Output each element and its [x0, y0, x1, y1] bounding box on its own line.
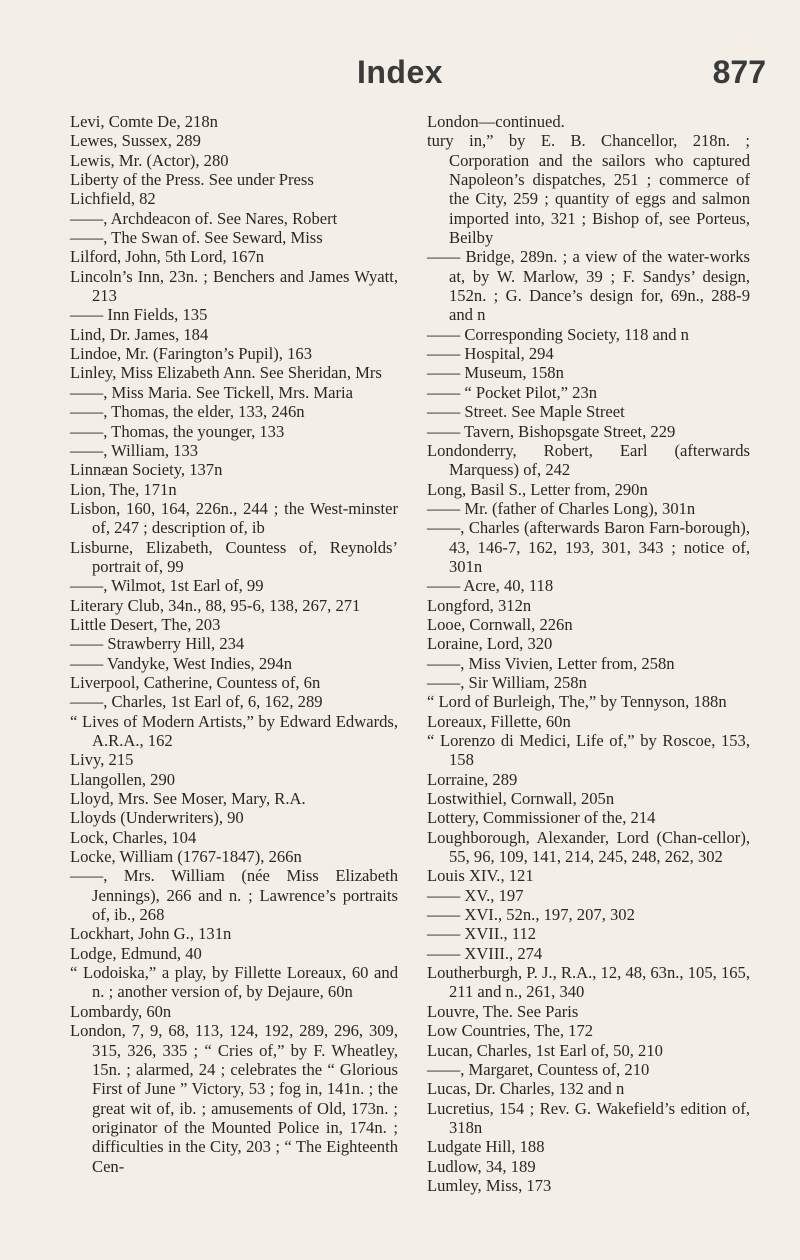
index-entry: —— “ Pocket Pilot,” 23n — [427, 382, 598, 402]
index-entry: Lewis, Mr. (Actor), 280 — [70, 150, 229, 170]
index-entry: ——, Sir William, 258n — [427, 672, 587, 692]
index-entry: —— Mr. (father of Charles Long), 301n — [427, 498, 696, 518]
index-entry: Literary Club, 34n., 88, 95-6, 138, 267, 271 — [70, 595, 361, 615]
index-entry: Lock, Charles, 104 — [70, 827, 197, 847]
index-entry: ——, Thomas, the elder, 133, 246n — [70, 402, 305, 422]
index-entry: London, 7, 9, 68, 113, 124, 192, 289, 296, 309, 315, 326, 335 ; “ Cries of,” by F. Wheatley, 15n. ; alarmed, 24 ; celebrates the “ Glorious First of June ” Victory, 53 ; fog in, 141n. ; the great wit of, ib. ; amusements of Old, 173n. ; originator of the Mounted Police in, 174n. ; difficulties in the City, 203 ; “ The Eighteenth Cen- — [70, 1021, 398, 1176]
index-entry: Lumley, Miss, 173 — [427, 1175, 552, 1195]
index-entry: “ Lord of Burleigh, The,” by Tennyson, 188n — [427, 692, 727, 712]
index-entry: —— Museum, 158n — [427, 363, 564, 383]
index-entry: Loutherburgh, P. J., R.A., 12, 48, 63n., 105, 165, 211 and n., 261, 340 — [427, 963, 750, 1002]
index-entry: Lombardy, 60n — [70, 1001, 172, 1021]
index-entry: Louvre, The. See Paris — [427, 1001, 579, 1021]
index-entry: Lilford, John, 5th Lord, 167n — [70, 247, 265, 267]
index-entry: Louis XIV., 121 — [427, 866, 534, 886]
index-entry: Loraine, Lord, 320 — [427, 634, 553, 654]
index-entry: “ Lodoiska,” a play, by Fillette Loreaux, 60 and n. ; another version of, by Dejaure, 60n — [70, 963, 398, 1002]
index-entry: Lincoln’s Inn, 23n. ; Benchers and James Wyatt, 213 — [70, 266, 398, 306]
index-entry: Levi, Comte De, 218n — [70, 112, 218, 131]
index-entry: Lottery, Commissioner of the, 214 — [427, 808, 656, 828]
index-entry: Lucretius, 154 ; Rev. G. Wakefield’s edition of, 318n — [427, 1098, 750, 1137]
index-column-right — [427, 112, 750, 1195]
index-entry: Little Desert, The, 203 — [70, 614, 221, 634]
index-entry: Loreaux, Fillette, 60n — [427, 711, 571, 731]
index-entry: Lisburne, Elizabeth, Countess of, Reynolds’ portrait of, 99 — [70, 537, 398, 576]
index-entry: ——, Charles, 1st Earl of, 6, 162, 289 — [70, 692, 323, 712]
page-title: Index — [356, 54, 444, 90]
index-entry: Lichfield, 82 — [70, 189, 156, 209]
index-entry: ——, Margaret, Countess of, 210 — [427, 1059, 650, 1079]
index-entry: —— Street. See Maple Street — [427, 402, 625, 422]
index-entry: Loughborough, Alexander, Lord (Chan-cellor), 55, 96, 109, 141, 214, 245, 248, 262, 302 — [427, 827, 750, 867]
index-entry: Lostwithiel, Cornwall, 205n — [427, 789, 615, 809]
index-entry: Long, Basil S., Letter from, 290n — [427, 479, 648, 499]
index-entry: Locke, William (1767-1847), 266n — [70, 847, 302, 867]
index-column-left — [70, 112, 398, 1176]
index-entry: ——, Charles (afterwards Baron Farn-borough), 43, 146-7, 162, 193, 301, 343 ; notice of, 301n — [427, 518, 750, 576]
index-entry: ——, Miss Maria. See Tickell, Mrs. Maria — [70, 382, 354, 402]
index-entry: —— Corresponding Society, 118 and n — [427, 324, 689, 344]
index-entry: —— Inn Fields, 135 — [70, 305, 208, 325]
index-entry: Londonderry, Robert, Earl (afterwards Marquess) of, 242 — [427, 440, 750, 480]
index-entry: Longford, 312n — [427, 595, 532, 615]
index-entry: —— Acre, 40, 118 — [427, 576, 554, 596]
index-entry: Lodge, Edmund, 40 — [70, 943, 202, 963]
index-entry-continuation: tury in,” by E. B. Chancellor, 218n. ; Corporation and the sailors who captured Napoleon’s dispatches, 251 ; commerce of the City, 259 ; quantity of eggs and salmon imported into, 321 ; Bishop of, see Porteus, Beilby — [427, 131, 750, 248]
index-entry: ——, Archdeacon of. See Nares, Robert — [70, 208, 338, 228]
index-entry: Low Countries, The, 172 — [427, 1021, 594, 1041]
index-entry: Liverpool, Catherine, Countess of, 6n — [70, 672, 321, 692]
index-entry: —— XVIII., 274 — [427, 943, 543, 963]
index-entry: Lindoe, Mr. (Farington’s Pupil), 163 — [70, 344, 312, 364]
index-entry: Linley, Miss Elizabeth Ann. See Sheridan, Mrs — [70, 363, 382, 383]
index-entry: Looe, Cornwall, 226n — [427, 614, 573, 634]
index-entry: —— Strawberry Hill, 234 — [70, 634, 245, 654]
index-entry: Lloyds (Underwriters), 90 — [70, 808, 244, 828]
index-entry: Lucas, Dr. Charles, 132 and n — [427, 1079, 625, 1099]
index-entry: Lorraine, 289 — [427, 769, 518, 789]
index-entry: Lucan, Charles, 1st Earl of, 50, 210 — [427, 1040, 663, 1060]
index-entry: —— Bridge, 289n. ; a view of the water-works at, by W. Marlow, 39 ; F. Sandys’ design, 152n. ; G. Dance’s design for, 69n., 288-9 and n — [427, 247, 750, 325]
index-entry: —— Tavern, Bishopsgate Street, 229 — [427, 421, 676, 441]
index-entry: Livy, 215 — [70, 750, 134, 770]
index-entry: ——, William, 133 — [70, 440, 199, 460]
index-entry: —— XVI., 52n., 197, 207, 302 — [427, 905, 635, 925]
continued-heading: London—continued. — [427, 112, 565, 131]
index-entry: —— Hospital, 294 — [427, 344, 554, 364]
index-entry: “ Lives of Modern Artists,” by Edward Edwards, A.R.A., 162 — [70, 711, 398, 750]
index-entry: Ludgate Hill, 188 — [427, 1137, 545, 1157]
index-entry: Lisbon, 160, 164, 226n., 244 ; the West-minster of, 247 ; description of, ib — [70, 498, 398, 538]
index-entry: Liberty of the Press. See under Press — [70, 170, 314, 190]
index-entry: Lind, Dr. James, 184 — [70, 324, 209, 344]
index-entry: ——, Miss Vivien, Letter from, 258n — [427, 653, 675, 673]
index-entry: Ludlow, 34, 189 — [427, 1156, 536, 1176]
index-entry: Lion, The, 171n — [70, 479, 177, 499]
index-entry: ——, The Swan of. See Seward, Miss — [70, 228, 323, 248]
index-entry: —— XV., 197 — [427, 885, 524, 905]
page-number: 877 — [712, 54, 766, 90]
index-entry: Llangollen, 290 — [70, 769, 176, 789]
index-entry: —— Vandyke, West Indies, 294n — [70, 653, 293, 673]
index-entry: Lewes, Sussex, 289 — [70, 131, 201, 151]
index-entry: Linnæan Society, 137n — [70, 460, 223, 480]
page-header — [0, 54, 800, 94]
index-entry: —— XVII., 112 — [427, 924, 537, 944]
index-entry: “ Lorenzo di Medici, Life of,” by Roscoe, 153, 158 — [427, 731, 750, 770]
index-entry: Lloyd, Mrs. See Moser, Mary, R.A. — [70, 789, 306, 809]
index-entry: ——, Mrs. William (née Miss Elizabeth Jennings), 266 and n. ; Lawrence’s portraits of, ib., 268 — [70, 866, 398, 925]
index-entry: Lockhart, John G., 131n — [70, 924, 232, 944]
index-entry: ——, Thomas, the younger, 133 — [70, 421, 285, 441]
index-entry: ——, Wilmot, 1st Earl of, 99 — [70, 576, 264, 596]
